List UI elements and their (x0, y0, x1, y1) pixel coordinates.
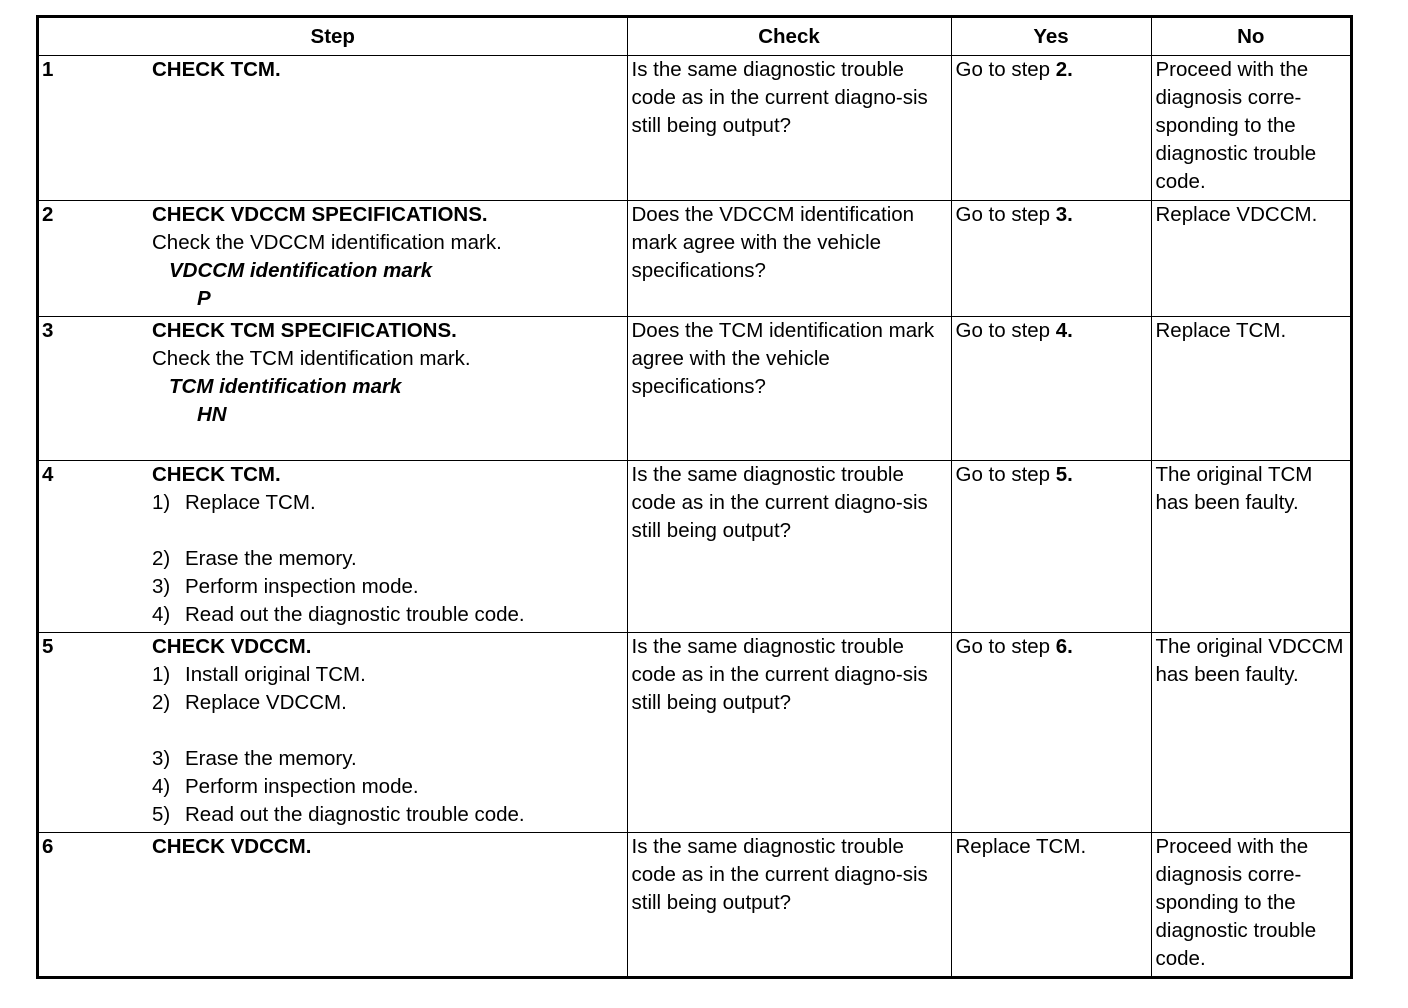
substep-text: Read out the diagnostic trouble code. (185, 603, 525, 626)
yes-cell (951, 56, 1151, 201)
substep (152, 661, 623, 689)
spec-value: HN (197, 403, 227, 426)
yes-prefix: Go to step (955, 635, 1056, 658)
table-row (39, 317, 1350, 461)
table-row (39, 56, 1350, 201)
substep-text: Replace TCM. (185, 491, 316, 514)
yes-step-ref: 4. (1055, 319, 1073, 342)
step-number: 5 (42, 635, 54, 658)
substep-text: Install original TCM. (185, 663, 366, 686)
no-cell: Replace TCM. (1151, 317, 1350, 461)
substep-text: Perform inspection mode. (185, 575, 419, 598)
substep-number: 4) (152, 603, 171, 626)
step-cell (39, 201, 627, 317)
step-title: CHECK VDCCM. (152, 835, 312, 858)
yes-step-ref: 3. (1055, 203, 1073, 226)
yes-cell (951, 317, 1151, 461)
step-title: CHECK TCM. (152, 58, 281, 81)
yes-cell: Replace TCM. (951, 833, 1151, 977)
yes-prefix: Go to step (955, 463, 1056, 486)
step-number: 1 (42, 58, 54, 81)
substep-number: 1) (152, 491, 171, 514)
step-title: CHECK VDCCM SPECIFICATIONS. (152, 203, 488, 226)
substep (152, 689, 623, 717)
substep (152, 773, 623, 801)
substep-text: Perform inspection mode. (185, 775, 419, 798)
no-cell: Replace VDCCM. (1151, 201, 1350, 317)
step-number: 3 (42, 319, 54, 342)
substep (152, 489, 623, 517)
yes-step-ref: 5. (1055, 463, 1073, 486)
check-cell: Is the same diagnostic trouble code as in the current diagno-sis still being output? (627, 461, 951, 633)
check-cell: Is the same diagnostic trouble code as in the current diagno-sis still being output? (627, 56, 951, 201)
spec-label: VDCCM identification mark (169, 259, 433, 282)
check-cell: Does the VDCCM identification mark agree with the vehicle specifications? (627, 201, 951, 317)
step-cell (39, 461, 627, 633)
step-cell (39, 56, 627, 201)
yes-prefix: Go to step (955, 319, 1056, 342)
substep-number: 3) (152, 575, 171, 598)
check-cell: Is the same diagnostic trouble code as in the current diagno-sis still being output? (627, 833, 951, 977)
diagnostic-table (39, 18, 1350, 976)
table-row (39, 461, 1350, 633)
substep (152, 545, 623, 573)
header-check: Check (627, 18, 951, 56)
yes-step-ref: 2. (1055, 58, 1073, 81)
header-row (39, 18, 1350, 56)
step-title: CHECK TCM. (152, 463, 281, 486)
step-title: CHECK TCM SPECIFICATIONS. (152, 319, 457, 342)
substep-text: Replace VDCCM. (185, 691, 347, 714)
substep-number: 2) (152, 547, 171, 570)
substep-number: 3) (152, 747, 171, 770)
no-cell: Proceed with the diagnosis corre-sponding to the diagnostic trouble code. (1151, 833, 1350, 977)
step-cell (39, 317, 627, 461)
step-cell (39, 833, 627, 977)
table-row (39, 633, 1350, 833)
substep-text: Erase the memory. (185, 547, 357, 570)
header-yes: Yes (951, 18, 1151, 56)
step-instruction: Check the TCM identification mark. (152, 347, 471, 370)
spec-value: P (197, 287, 211, 310)
step-title: CHECK VDCCM. (152, 635, 312, 658)
no-cell: Proceed with the diagnosis corre-sponding to the diagnostic trouble code. (1151, 56, 1350, 201)
table-row (39, 833, 1350, 977)
header-no: No (1151, 18, 1350, 56)
substep-number: 2) (152, 691, 171, 714)
yes-cell (951, 201, 1151, 317)
substep-number: 1) (152, 663, 171, 686)
yes-cell (951, 633, 1151, 833)
check-cell: Does the TCM identification mark agree with the vehicle specifications? (627, 317, 951, 461)
substep (152, 573, 623, 601)
substep-text: Erase the memory. (185, 747, 357, 770)
substep-text: Read out the diagnostic trouble code. (185, 803, 525, 826)
substep (152, 801, 623, 829)
step-number: 4 (42, 463, 54, 486)
header-step: Step (39, 18, 627, 56)
step-instruction: Check the VDCCM identification mark. (152, 231, 502, 254)
yes-prefix: Go to step (955, 203, 1056, 226)
substep (152, 601, 623, 629)
check-cell: Is the same diagnostic trouble code as in the current diagno-sis still being output? (627, 633, 951, 833)
yes-step-ref: 6. (1055, 635, 1073, 658)
table-row (39, 201, 1350, 317)
substep-number: 5) (152, 803, 171, 826)
step-cell (39, 633, 627, 833)
step-number: 2 (42, 203, 54, 226)
no-cell: The original VDCCM has been faulty. (1151, 633, 1350, 833)
spec-label: TCM identification mark (169, 375, 402, 398)
substep-number: 4) (152, 775, 171, 798)
yes-cell (951, 461, 1151, 633)
diagnostic-table-frame (36, 15, 1353, 979)
step-number: 6 (42, 835, 54, 858)
substep (152, 745, 623, 773)
yes-prefix: Go to step (955, 58, 1056, 81)
no-cell: The original TCM has been faulty. (1151, 461, 1350, 633)
